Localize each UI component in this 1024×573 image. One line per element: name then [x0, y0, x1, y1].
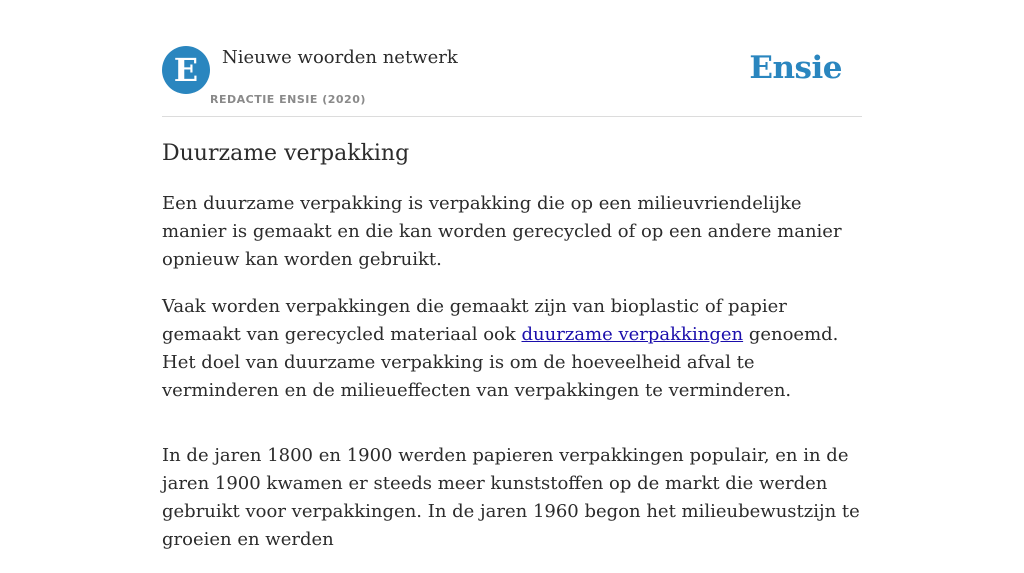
- paragraph-1: Een duurzame verpakking is verpakking die op een milieuvriendelijke manier is gemaakt en die kan worden gerecycled of op een andere manier opnieuw kan worden gebruikt.: [162, 193, 842, 270]
- paragraph-3: In de jaren 1800 en 1900 werden papieren verpakkingen populair, en in de jaren 1900 kwamen er steeds meer kunststoffen op de markt die werden gebruikt voor verpakkingen. In de jaren 1960 begon het milieubewustzijn te groeien en werden: [162, 445, 860, 550]
- duurzame-verpakkingen-link[interactable]: duurzame verpakkingen: [521, 324, 744, 345]
- source-header: [162, 46, 862, 117]
- ensie-logo-icon[interactable]: E: [162, 46, 210, 94]
- brand-logo[interactable]: Ensie: [749, 50, 842, 86]
- article-body: [162, 138, 862, 573]
- source-title[interactable]: Nieuwe woorden netwerk: [222, 47, 458, 68]
- paragraph-2: [162, 293, 862, 405]
- paragraph-2-text-before: Vaak worden verpakkingen die gemaakt zijn van bioplastic of papier gemaakt van gerecycled materiaal ook: [162, 296, 787, 345]
- term-title: Duurzame verpakking: [162, 141, 410, 166]
- source-author: REDACTIE ENSIE (2020): [210, 93, 366, 106]
- paragraph-2-text-after: genoemd. Het doel van duurzame verpakking is om de hoeveelheid afval te verminderen en de milieueffecten van verpakkingen te verminderen.: [162, 324, 839, 401]
